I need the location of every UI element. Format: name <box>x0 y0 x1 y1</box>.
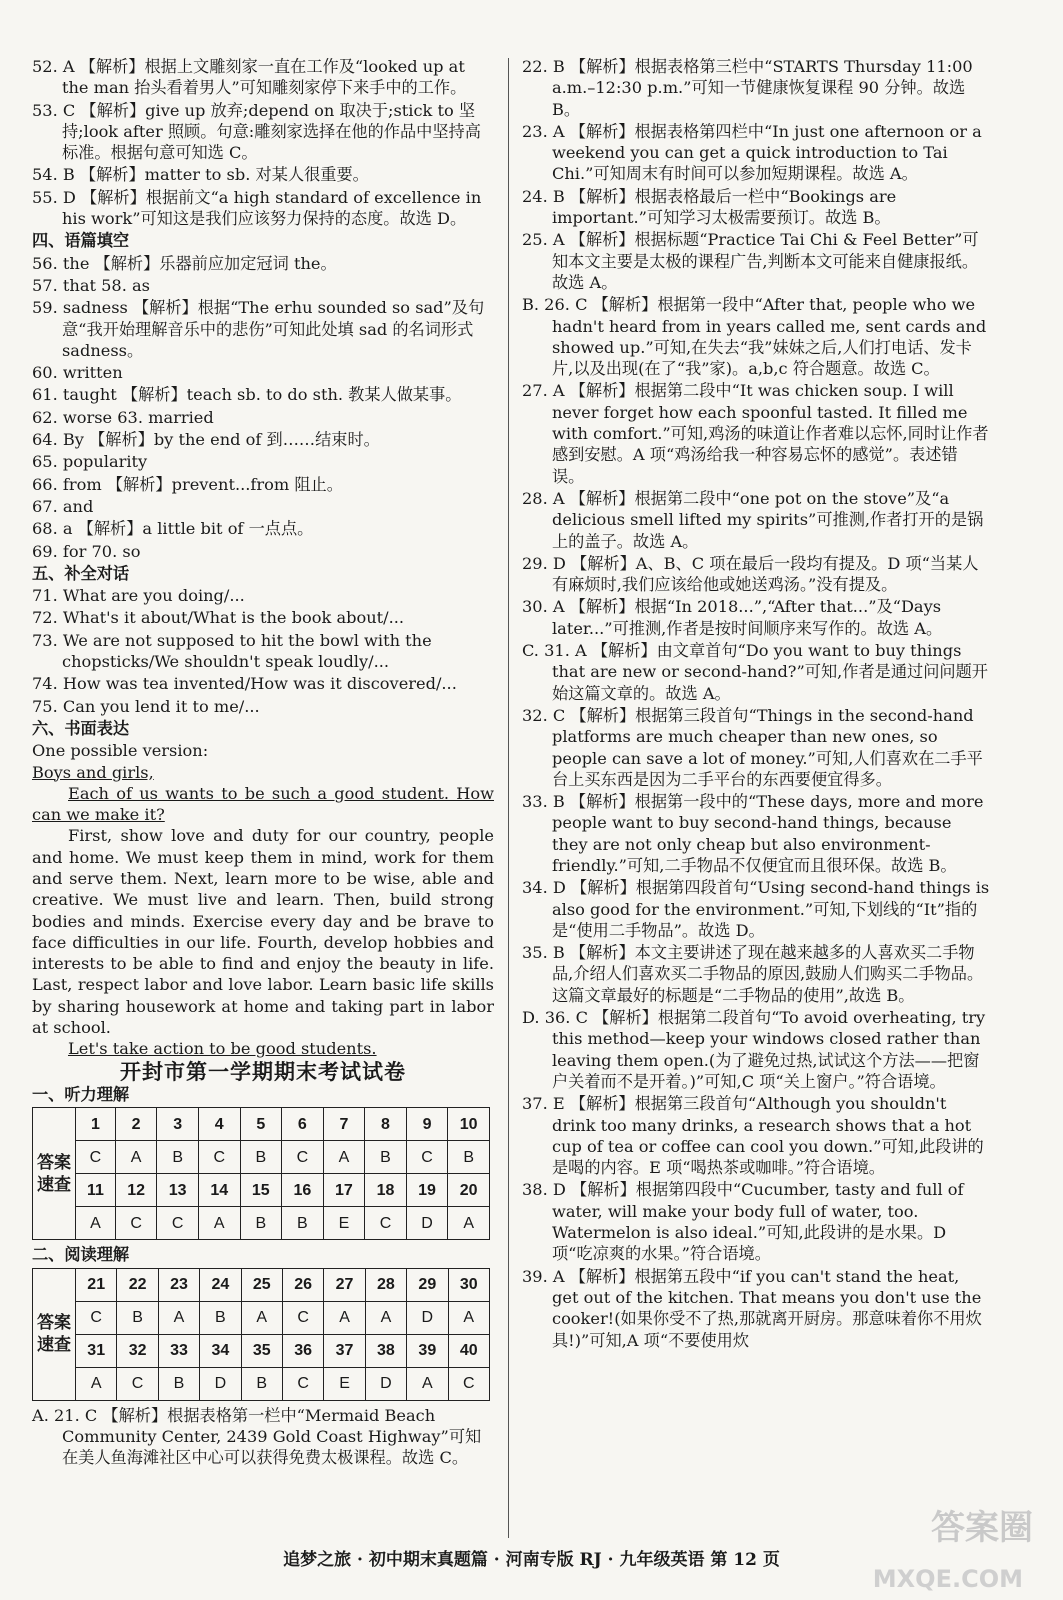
question-number-cell: 30 <box>448 1268 489 1301</box>
answer-item: 57. that 58. as <box>32 275 150 295</box>
answer-item: 69. for 70. so <box>32 541 141 561</box>
answer-item: 34. D 【解析】根据第四段首句“Using second-hand things is also good for the environment.”可知,下划线的“It”指的是“使用二手物品”。故选 D。 <box>522 878 990 940</box>
answer-cell: C <box>365 1207 407 1240</box>
essay-greeting: Boys and girls, <box>32 762 154 782</box>
answer-cell: A <box>198 1207 240 1240</box>
question-number-cell: 15 <box>240 1174 282 1207</box>
question-number-cell: 7 <box>323 1108 365 1141</box>
answer-item: 59. sadness 【解析】根据“The erhu sounded so sad”及句意“我开始理解音乐中的悲伤”可知此处填 sad 的名词形式 sadness。 <box>32 298 485 360</box>
answer-cell: A <box>448 1207 490 1240</box>
essay-closing: Let's take action to be good students. <box>68 1039 377 1059</box>
page-footer: 追梦之旅 · 初中期末真题篇 · 河南专版 RJ · 九年级英语 第 12 页 <box>283 1550 780 1570</box>
answer-cell: B <box>241 1367 282 1400</box>
answer-item: 61. taught 【解析】teach sb. to do sth. 教某人做某事。 <box>32 385 462 405</box>
question-number-cell: 10 <box>448 1108 490 1141</box>
answer-cell: E <box>324 1367 365 1400</box>
answer-item: 24. B 【解析】根据表格最后一栏中“Bookings are important.”可知学习太极需要预订。故选 B。 <box>522 186 897 228</box>
question-number-cell: 31 <box>76 1334 117 1367</box>
answer-item: D. 36. C 【解析】根据第二段首句“To avoid overheating, try this method—keep your windows closed rather than leaving them open.(为了避免过热,试试这个方法——把窗户关着而不是开着。)”可知,C 项“关上窗户。”符合语境。 <box>522 1008 986 1091</box>
question-number-cell: 26 <box>282 1268 323 1301</box>
question-number-cell: 6 <box>282 1108 324 1141</box>
answer-quick-check-label: 答案速查 <box>33 1108 76 1240</box>
answer-item: 38. D 【解析】根据第四段中“Cucumber, tasty and full of water, will make your body full of water, too. Watermelon is also ideal.”可知,此段讲的是水果。D 项“吃凉爽的水果。”符合语境。 <box>522 1180 964 1264</box>
model-essay <box>32 740 494 1059</box>
listening-answer-table <box>32 1107 490 1240</box>
answer-cell: C <box>198 1141 240 1174</box>
right-column <box>522 56 990 1352</box>
answer-cell: C <box>115 1207 157 1240</box>
answer-item: 25. A 【解析】根据标题“Practice Tai Chi & Feel Better”可知本文主要是太极的课程广告,判断本文可能来自健康报纸。故选 A。 <box>522 230 979 292</box>
answer-cell: C <box>282 1367 323 1400</box>
answer-list-b <box>32 253 494 562</box>
answer-cell: D <box>406 1207 448 1240</box>
question-number-cell: 17 <box>323 1174 365 1207</box>
answer-item: 39. A 【解析】根据第五段中“if you can't stand the heat, get out of the kitchen. That means you don't use the cooker!(如果你受不了热,那就离开厨房。那意味着你不用炊具!)”可知,A 项“不要使用炊 <box>522 1266 982 1350</box>
answer-cell: D <box>200 1367 241 1400</box>
question-number-cell: 19 <box>406 1174 448 1207</box>
essay-paragraph-1: Each of us wants to be such a good student. How can we make it? <box>32 783 494 825</box>
question-number-cell: 32 <box>117 1334 158 1367</box>
answer-cell: D <box>407 1301 448 1334</box>
question-number-cell: 18 <box>365 1174 407 1207</box>
left-column <box>32 56 494 1469</box>
question-number-cell: 35 <box>241 1334 282 1367</box>
question-number-cell: 1 <box>76 1108 116 1141</box>
question-number-cell: 36 <box>282 1334 323 1367</box>
answer-item: B. 26. C 【解析】根据第一段中“After that, people who we hadn't heard from in years called me, sent cards and showed up.”可知,在失去“我”妹妹之后,人们打电话、发卡片,以及出现(在了“我”家)。a,b,c 符合题意。故选 C。 <box>522 295 987 379</box>
answer-cell: C <box>117 1367 158 1400</box>
answer-item: 64. By 【解析】by the end of 到……结束时。 <box>32 430 380 450</box>
answer-item: 62. worse 63. married <box>32 407 214 427</box>
answer-list-right <box>522 56 990 1351</box>
answer-item: 23. A 【解析】根据表格第四栏中“In just one afternoon or a weekend you can get a quick introduction to Tai Chi.”可知周末有时间可以参加短期课程。故选 A。 <box>522 121 982 184</box>
answer-cell: B <box>157 1141 199 1174</box>
answer-cell: D <box>365 1367 406 1400</box>
section-heading-6: 六、书面表达 <box>32 718 130 738</box>
answer-item: 30. A 【解析】根据“In 2018...”,“After that...”及“Days later...”可推测,作者是按时间顺序来写作的。故选 A。 <box>522 597 943 638</box>
section-heading-4: 四、语篇填空 <box>32 231 130 251</box>
answer-cell: E <box>323 1207 365 1240</box>
question-number-cell: 33 <box>158 1334 199 1367</box>
question-number-cell: 25 <box>241 1268 282 1301</box>
answer-cell: C <box>76 1141 116 1174</box>
answer-item: 22. B 【解析】根据表格第三栏中“STARTS Thursday 11:00 a.m.–12:30 p.m.”可知一节健康恢复课程 90 分钟。故选 B。 <box>522 57 973 119</box>
question-number-cell: 20 <box>448 1174 490 1207</box>
question-number-cell: 16 <box>282 1174 324 1207</box>
answer-cell: A <box>365 1301 406 1334</box>
answer-item: 33. B 【解析】根据第一段中的“These days, more and more people want to buy second-hand things, because they are not only cheap but also environment-friendly.”可知,二手物品不仅便宜而且很环保。故选 B。 <box>522 792 984 875</box>
question-number-cell: 38 <box>365 1334 406 1367</box>
answer-cell: A <box>76 1367 117 1400</box>
question-number-cell: 3 <box>157 1108 199 1141</box>
answer-cell: A <box>76 1207 116 1240</box>
answer-cell: A <box>324 1301 365 1334</box>
answer-item: C. 31. A 【解析】由文章首句“Do you want to buy things that are new or second-hand?”可知,作者是通过问问题开始这篇文章的。故选 A。 <box>522 641 988 703</box>
answer-cell: C <box>406 1141 448 1174</box>
answer-list-d <box>32 1405 494 1469</box>
answer-item: 65. popularity <box>32 452 148 472</box>
answer-item: 27. A 【解析】根据第二段中“It was chicken soup. I will never forget how each spoonful tasted. It filled me with comfort.”可知,鸡汤的味道让作者难以忘怀,同时让作者感到安慰。A 项“鸡汤给我一种容易忘怀的感觉”。表述错误。 <box>522 381 989 486</box>
question-number-cell: 34 <box>200 1334 241 1367</box>
answer-cell: B <box>365 1141 407 1174</box>
question-number-cell: 29 <box>407 1268 448 1301</box>
answer-item: 54. B 【解析】matter to sb. 对某人很重要。 <box>32 165 369 185</box>
question-number-cell: 14 <box>198 1174 240 1207</box>
answer-item: 71. What are you doing/... <box>32 586 245 606</box>
section-heading-5: 五、补全对话 <box>32 563 130 583</box>
question-number-cell: 4 <box>198 1108 240 1141</box>
answer-cell: A <box>407 1367 448 1400</box>
answer-item: 56. the 【解析】乐器前应加定冠词 the。 <box>32 253 337 273</box>
question-number-cell: 5 <box>240 1108 282 1141</box>
answer-item: 67. and <box>32 496 94 516</box>
answer-cell: B <box>282 1207 324 1240</box>
answer-cell: B <box>448 1141 490 1174</box>
answer-item: 32. C 【解析】根据第三段首句“Things in the second-hand platforms are much cheaper than new ones, so people can save a lot of money.”可知,人们喜欢在二手平台上买东西是因为二手平台的东西要便宜得多。 <box>522 705 983 789</box>
exam-title: 开封市第一学期期末考试试卷 <box>120 1059 406 1084</box>
question-number-cell: 28 <box>365 1268 406 1301</box>
question-number-cell: 39 <box>407 1334 448 1367</box>
watermark-url: MXQE.COM <box>872 1565 1023 1593</box>
answer-item: 60. written <box>32 363 123 383</box>
question-number-cell: 2 <box>115 1108 157 1141</box>
question-number-cell: 12 <box>115 1174 157 1207</box>
answer-list-a <box>32 56 494 229</box>
answer-item: 37. E 【解析】根据第三段首句“Although you shouldn't drink too many drinks, a research shows that a hot cup of tea or coffee can cool you down.”可知,此段讲的是喝的内容。E 项“喝热茶或咖啡。”符合语境。 <box>522 1094 984 1178</box>
answer-cell: A <box>448 1301 489 1334</box>
question-number-cell: 27 <box>324 1268 365 1301</box>
section-heading-reading: 二、阅读理解 <box>32 1245 130 1265</box>
answer-cell: C <box>282 1141 324 1174</box>
question-number-cell: 24 <box>200 1268 241 1301</box>
answer-item: 74. How was tea invented/How was it discovered/... <box>32 674 457 694</box>
answer-item: 73. We are not supposed to hit the bowl with the chopsticks/We shouldn't speak loudly/... <box>32 630 432 672</box>
answer-cell: C <box>282 1301 323 1334</box>
answer-cell: B <box>240 1207 282 1240</box>
answer-cell: C <box>448 1367 489 1400</box>
answer-cell: B <box>200 1301 241 1334</box>
watermark-logo: 答案圈 <box>931 1508 1033 1548</box>
answer-cell: A <box>323 1141 365 1174</box>
answer-item: 53. C 【解析】give up 放弃;depend on 取决于;stick to 坚持;look after 照顾。句意:雕刻家选择在他的作品中坚持高标准。根据句意可知选 C。 <box>32 100 481 163</box>
essay-intro: One possible version: <box>32 741 209 761</box>
answer-item: 75. Can you lend it to me/... <box>32 696 260 716</box>
question-number-cell: 40 <box>448 1334 489 1367</box>
answer-cell: C <box>157 1207 199 1240</box>
answer-item: 55. D 【解析】根据前文“a high standard of excellence in his work”可知这是我们应该努力保持的态度。故选 D。 <box>32 187 482 229</box>
essay-paragraph-2: First, show love and duty for our country, people and home. We must keep them in mind, work for them and serve them. Next, learn more to be wise, able and creative. We must live and learn. Then, build strong bodies and minds. Exercise every day and be brave to face difficulties in our life. Fourth, develop hobbies and interests to be able to find and enjoy the beauty in life. Last, respect labor and love labor. Learn basic life skills by sharing housework at home and taking part in labor at school. <box>32 826 494 1038</box>
question-number-cell: 23 <box>158 1268 199 1301</box>
answer-cell: C <box>76 1301 117 1334</box>
answer-cell: B <box>240 1141 282 1174</box>
question-number-cell: 22 <box>117 1268 158 1301</box>
answer-cell: A <box>158 1301 199 1334</box>
reading-answer-table <box>32 1268 490 1401</box>
answer-item: 52. A 【解析】根据上文雕刻家一直在工作及“looked up at the man 抬头看着男人”可知雕刻家停下来手中的工作。 <box>32 57 467 98</box>
answer-item: 29. D 【解析】A、B、C 项在最后一段均有提及。D 项“当某人有麻烦时,我们应该给他或她送鸡汤。”没有提及。 <box>522 553 979 595</box>
answer-item: 72. What's it about/What is the book about/... <box>32 608 405 628</box>
answer-item: 35. B 【解析】本文主要讲述了现在越来越多的人喜欢买二手物品,介绍人们喜欢买二手物品的原因,鼓励人们购买二手物品。这篇文章最好的标题是“二手物品的使用”,故选 B。 <box>522 943 984 1005</box>
answer-cell: B <box>117 1301 158 1334</box>
question-number-cell: 11 <box>76 1174 116 1207</box>
question-number-cell: 8 <box>365 1108 407 1141</box>
question-number-cell: 9 <box>406 1108 448 1141</box>
answer-cell: A <box>115 1141 157 1174</box>
answer-item: 28. A 【解析】根据第二段中“one pot on the stove”及“a delicious smell lifted my spirits”可推测,作者打开的是锅上的盖子。故选 A。 <box>522 488 984 551</box>
answer-item: A. 21. C 【解析】根据表格第一栏中“Mermaid Beach Community Center, 2439 Gold Coast Highway”可知在美人鱼海滩社区中心可以获得免费太极课程。故选 C。 <box>32 1405 482 1468</box>
answer-quick-check-label: 答案速查 <box>33 1268 76 1400</box>
question-number-cell: 37 <box>324 1334 365 1367</box>
section-heading-listening: 一、听力理解 <box>32 1084 130 1104</box>
answer-list-c <box>32 585 494 717</box>
answer-item: 68. a 【解析】a little bit of 一点点。 <box>32 519 314 539</box>
answer-item: 66. from 【解析】prevent...from 阻止。 <box>32 474 343 494</box>
answer-cell: A <box>241 1301 282 1334</box>
question-number-cell: 21 <box>76 1268 117 1301</box>
answer-cell: B <box>158 1367 199 1400</box>
question-number-cell: 13 <box>157 1174 199 1207</box>
column-divider <box>508 58 509 1538</box>
